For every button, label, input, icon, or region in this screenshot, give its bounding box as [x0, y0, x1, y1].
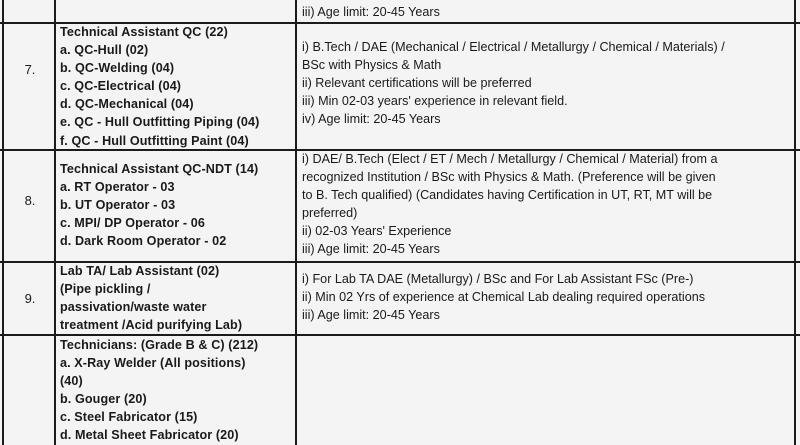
position-line: d. Dark Room Operator - 02 — [60, 234, 227, 249]
requirements-cell — [302, 3, 794, 21]
position-line: (40) — [60, 374, 83, 389]
requirement-line: iii) Age limit: 20-45 Years — [302, 5, 440, 19]
table-row — [0, 263, 800, 334]
requirement-line: to B. Tech qualified) (Candidates having Certification in UT, RT, MT will be — [302, 188, 713, 203]
requirement-line: i) For Lab TA DAE (Metallurgy) / BSc and For Lab Assistant FSc (Pre-) — [302, 272, 694, 286]
position-title: Technical Assistant QC-NDT (14) — [60, 162, 259, 176]
row-number: 8. — [24, 193, 36, 208]
requirements-cell — [302, 270, 794, 324]
position-line: a. RT Operator - 03 — [60, 180, 175, 195]
position-title: Technical Assistant QC (22) — [60, 25, 228, 39]
position-title: Lab TA/ Lab Assistant (02) — [60, 264, 220, 278]
table-row — [0, 151, 800, 261]
position-title: Technicians: (Grade B & C) (212) — [60, 338, 259, 352]
requirement-line: iv) Age limit: 20-45 Years — [302, 112, 441, 127]
requirement-line: iii) Age limit: 20-45 Years — [302, 242, 440, 257]
position-line: passivation/waste water — [60, 300, 207, 315]
position-line: d. Metal Sheet Fabricator (20) — [60, 428, 239, 443]
position-line: b. Gouger (20) — [60, 392, 147, 407]
requirement-line: BSc with Physics & Math — [302, 58, 442, 73]
table-row — [0, 24, 800, 149]
position-line: treatment /Acid purifying Lab) — [60, 318, 243, 333]
position-line: c. QC-Electrical (04) — [60, 79, 182, 94]
position-line: b. QC-Welding (04) — [60, 61, 175, 76]
requirement-line: iii) Age limit: 20-45 Years — [302, 308, 440, 323]
position-line: a. QC-Hull (02) — [60, 43, 149, 58]
requirement-line: ii) 02-03 Years' Experience — [302, 224, 452, 239]
position-line: c. Steel Fabricator (15) — [60, 410, 198, 425]
position-cell — [60, 23, 292, 150]
requirement-line: preferred) — [302, 206, 358, 221]
row-number: 9. — [24, 291, 36, 306]
row-number: 7. — [24, 62, 36, 77]
position-cell — [60, 262, 292, 334]
position-line: f. QC - Hull Outfitting Paint (04) — [60, 133, 249, 148]
position-cell — [60, 336, 292, 445]
requirement-line: iii) Min 02-03 years' experience in relevant field. — [302, 94, 568, 109]
requirements-cell — [302, 38, 794, 128]
position-line: (Pipe pickling / — [60, 282, 151, 297]
position-line: e. QC - Hull Outfitting Piping (04) — [60, 115, 260, 130]
requirement-line: i) B.Tech / DAE (Mechanical / Electrical / Metallurgy / Chemical / Materials) / — [302, 40, 725, 54]
position-line: a. X-Ray Welder (All positions) — [60, 356, 246, 371]
requirement-line: recognized Institution / BSc with Physics & Math. (Preference will be given — [302, 170, 716, 185]
requirements-cell — [302, 150, 794, 259]
requirement-line: ii) Min 02 Yrs of experience at Chemical Lab dealing required operations — [302, 290, 705, 305]
requirement-line: i) DAE/ B.Tech (Elect / ET / Mech / Metallurgy / Chemical / Material) from a — [302, 152, 718, 166]
position-cell — [60, 160, 292, 250]
position-line: d. QC-Mechanical (04) — [60, 97, 194, 112]
table-row — [0, 0, 800, 22]
position-line: c. MPI/ DP Operator - 06 — [60, 216, 205, 231]
position-line: b. UT Operator - 03 — [60, 198, 176, 213]
table-row — [0, 336, 800, 445]
requirement-line: ii) Relevant certifications will be preferred — [302, 76, 532, 91]
